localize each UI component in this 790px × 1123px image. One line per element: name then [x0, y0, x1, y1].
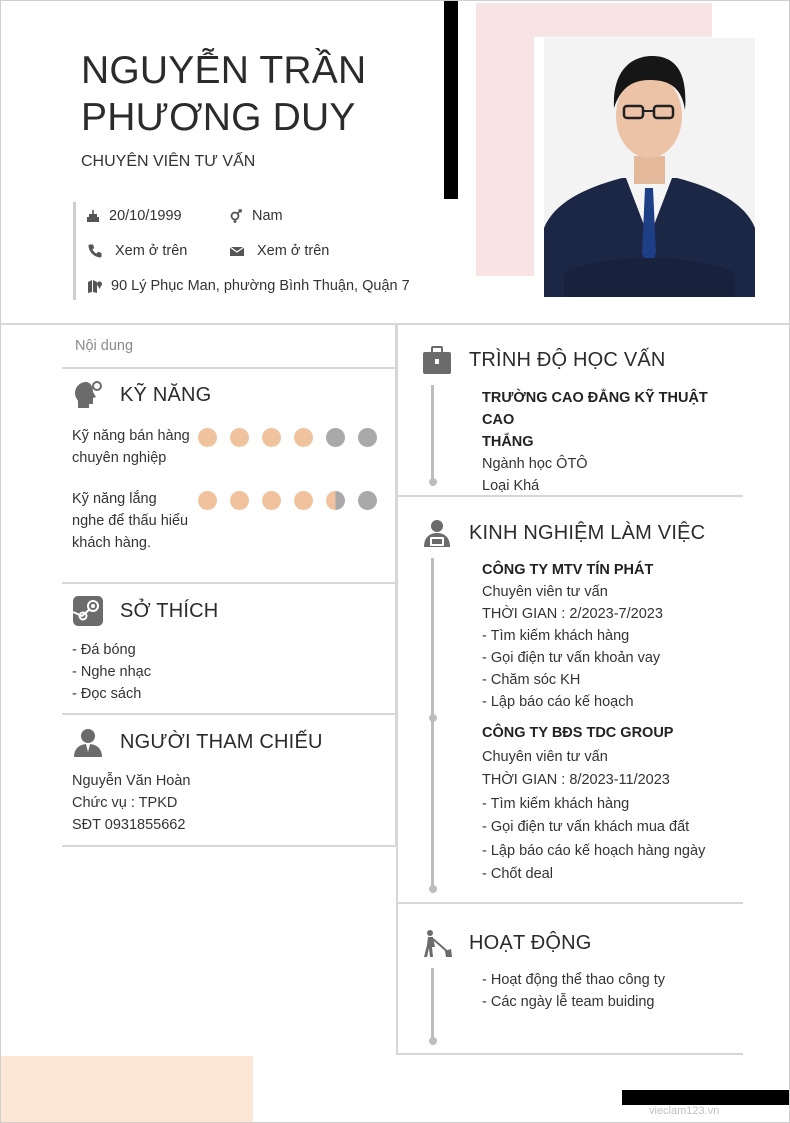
skill-rating [198, 491, 377, 554]
divider [396, 495, 743, 497]
job-role: Chuyên viên tư vấn [482, 748, 608, 765]
email-info [229, 243, 329, 259]
skill-name-line: khách hàng. [72, 535, 152, 551]
company-name: CÔNG TY MTV TÍN PHÁT [482, 562, 654, 578]
address-info [87, 278, 410, 294]
candidate-name [81, 47, 366, 141]
rating-dot-filled [198, 428, 217, 447]
timeline-line [431, 385, 434, 481]
phone-info [87, 243, 187, 259]
timeline-line [431, 558, 434, 888]
timeline-line [431, 968, 434, 1040]
divider [396, 902, 743, 904]
gender-icon [228, 208, 244, 224]
divider [62, 713, 396, 715]
steam-icon [70, 593, 106, 629]
education-title: TRÌNH ĐỘ HỌC VẤN [469, 348, 666, 371]
gender-info [228, 208, 283, 224]
job-task: - Lập báo cáo kế hoạch hàng ngày [482, 842, 706, 859]
content-placeholder: Nội dung [75, 338, 134, 354]
info-accent-line [73, 202, 76, 300]
timeline-dot [429, 1037, 437, 1045]
decor-pink-side [476, 3, 534, 276]
rating-dot-filled [230, 428, 249, 447]
reference-name: Nguyễn Văn Hoàn [72, 773, 191, 789]
experience-header [419, 515, 705, 551]
company-name: CÔNG TY BĐS TDC GROUP [482, 725, 674, 741]
timeline-dot [429, 478, 437, 486]
list-item: - Nghe nhạc [72, 664, 151, 680]
job-task: - Lập báo cáo kế hoạch [482, 694, 634, 710]
worker-laptop-icon [419, 515, 455, 551]
timeline-dot [429, 885, 437, 893]
birthday-value: 20/10/1999 [109, 208, 182, 224]
list-item: - Đọc sách [72, 686, 142, 702]
school-name-cont: THẮNG [482, 434, 534, 450]
job-entry [482, 722, 742, 887]
references-header [70, 724, 323, 760]
profile-photo [544, 38, 755, 297]
skill-name-line: nghe để thấu hiểu [72, 513, 189, 529]
head-gear-icon [70, 377, 106, 413]
experience-title: KINH NGHIỆM LÀM VIỆC [469, 521, 706, 544]
divider [62, 845, 396, 847]
skill-name [72, 488, 198, 554]
name-line-2: PHƯƠNG DUY [81, 96, 356, 139]
rating-dot-filled [198, 491, 217, 510]
portrait-illustration [544, 38, 755, 297]
hobbies-title: SỞ THÍCH [120, 599, 219, 622]
phone-value: Xem ở trên [115, 243, 188, 259]
job-time: THỜI GIAN : 2/2023-7/2023 [482, 606, 663, 622]
skill-name-line: chuyên nghiệp [72, 450, 167, 466]
hobbies-header [70, 593, 218, 629]
envelope-icon [229, 243, 245, 259]
activities-list [482, 969, 742, 1013]
skill-item [72, 488, 377, 554]
decor-peach-block [1, 1056, 253, 1123]
skills-header [70, 377, 211, 413]
rating-dot-half [326, 491, 345, 510]
list-item: - Các ngày lễ team buiding [482, 994, 655, 1010]
job-entry [482, 559, 742, 713]
skill-name [72, 425, 198, 469]
rating-dot-filled [294, 428, 313, 447]
rating-dot-empty [358, 491, 377, 510]
address-value: 90 Lý Phục Man, phường Bình Thuận, Quận 7 [111, 278, 410, 294]
rating-dot-empty [358, 428, 377, 447]
briefcase-icon [419, 342, 455, 378]
phone-icon [87, 243, 103, 259]
rating-dot-filled [262, 491, 281, 510]
reference-position: Chức vụ : TPKD [72, 795, 178, 811]
decor-black-bar [444, 1, 458, 199]
job-task: - Gọi điện tư vấn khoản vay [482, 650, 661, 666]
rating-dot-empty [326, 428, 345, 447]
rating-dot-filled [294, 491, 313, 510]
education-details [482, 387, 742, 497]
gender-value: Nam [252, 208, 283, 224]
timeline-dot [429, 714, 437, 722]
list-item: - Đá bóng [72, 642, 136, 658]
email-value: Xem ở trên [257, 243, 330, 259]
job-time: THỜI GIAN : 8/2023-11/2023 [482, 772, 670, 788]
divider [62, 367, 396, 369]
education-grade: Loại Khá [482, 478, 540, 494]
skill-name-line: Kỹ năng bán hàng [72, 428, 190, 444]
rating-dot-filled [230, 491, 249, 510]
job-task: - Chăm sóc KH [482, 672, 581, 688]
job-title: CHUYÊN VIÊN TƯ VẤN [81, 153, 256, 170]
skills-title: KỸ NĂNG [120, 383, 212, 406]
skill-name-line: Kỹ năng lắng [72, 491, 157, 507]
hobbies-list [72, 639, 151, 705]
birthday-info [85, 208, 182, 224]
activities-header [419, 925, 592, 961]
person-icon [70, 724, 106, 760]
reference-phone: SĐT 0931855662 [72, 817, 186, 833]
activities-title: HOẠT ĐỘNG [469, 931, 592, 954]
name-line-1: NGUYỄN TRẦN [81, 49, 367, 92]
skill-rating [198, 428, 377, 469]
education-major: Ngành học ÔTÔ [482, 456, 588, 472]
job-task: - Tìm kiếm khách hàng [482, 795, 630, 812]
school-name: TRƯỜNG CAO ĐẲNG KỸ THUẬT CAO [482, 390, 708, 428]
job-task: - Gọi điện tư vấn khách mua đất [482, 819, 690, 835]
references-title: NGƯỜI THAM CHIẾU [120, 730, 323, 753]
cake-icon [85, 208, 101, 224]
reference-details [72, 770, 191, 836]
sweeper-person-icon [419, 925, 455, 961]
skill-item [72, 425, 377, 469]
divider [62, 582, 396, 584]
divider [396, 1053, 743, 1055]
job-task: - Chốt deal [482, 866, 553, 882]
job-task: - Tìm kiếm khách hàng [482, 628, 630, 644]
watermark: vieclam123.vn [649, 1105, 720, 1117]
list-item: - Hoạt động thể thao công ty [482, 972, 665, 988]
map-marker-icon [87, 278, 103, 294]
right-column-border [396, 323, 398, 1055]
job-role: Chuyên viên tư vấn [482, 584, 608, 600]
decor-black-bottom-bar [622, 1090, 790, 1105]
rating-dot-filled [262, 428, 281, 447]
education-header [419, 342, 666, 378]
